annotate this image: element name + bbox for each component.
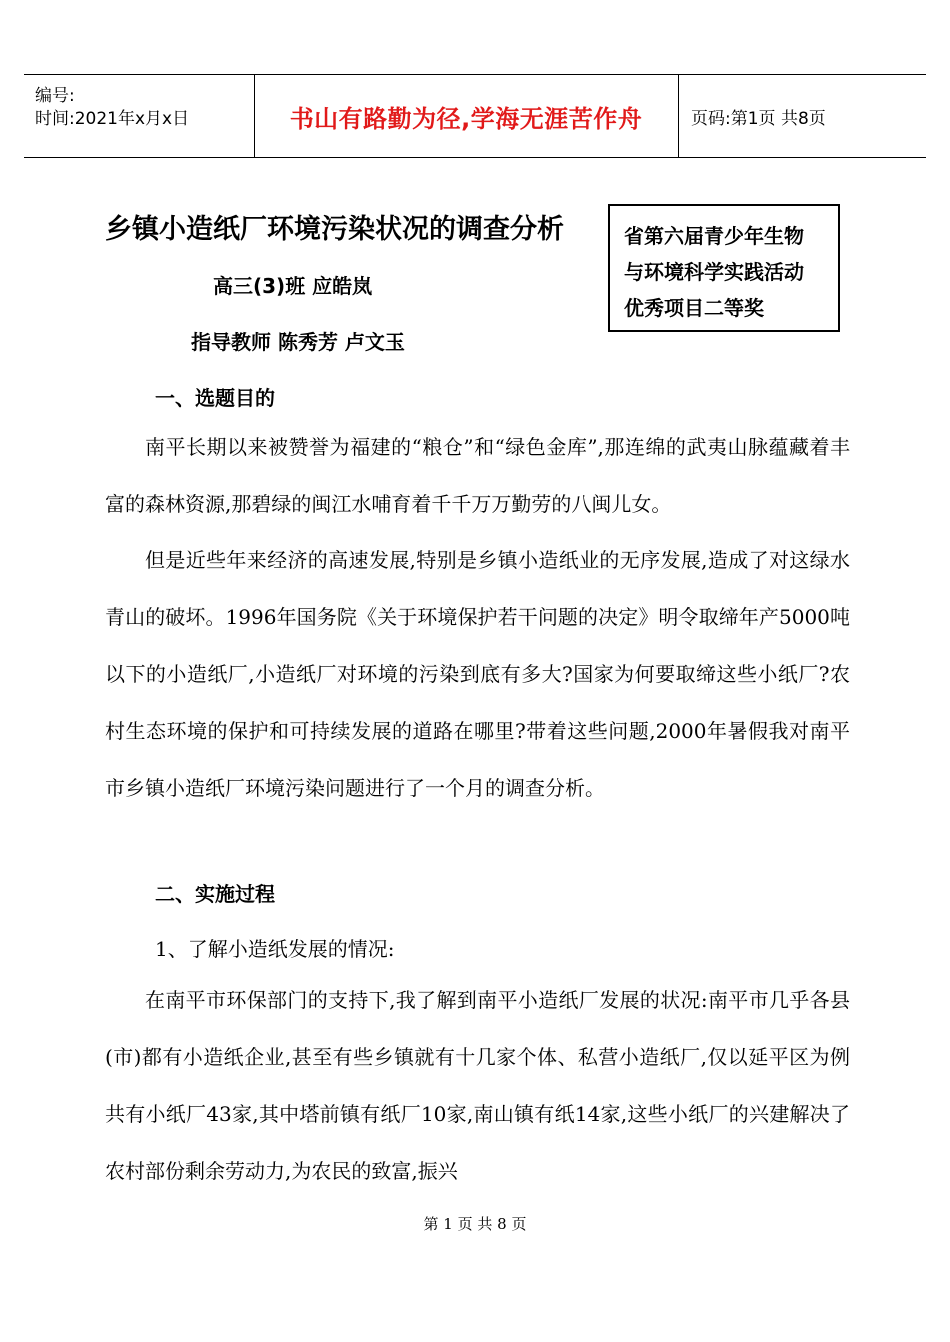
motto-text: 书山有路勤为径,学海无涯苦作舟 [289,104,643,133]
header-meta-cell [24,75,255,157]
header-motto-cell [254,75,679,157]
author-line: 高三(3)班 应皓岚 [213,274,373,298]
document-title: 乡镇小造纸厂环境污染状况的调查分析 [105,214,564,245]
teacher-line: 指导教师 陈秀芳 卢文玉 [191,330,405,354]
time-label: 时间:2021年x月x日 [35,109,190,129]
paragraph-background: 但是近些年来经济的高速发展,特别是乡镇小造纸业的无序发展,造成了对这绿水青山的破坏。1996年国务院《关于环境保护若干问题的决定》明令取缔年产5000吨以下的小造纸厂,小造纸厂对环境的污染到底有多大?国家为何要取缔这些小纸厂?农村生态环境的保护和可持续发展的道路在哪里?带着这些问题,2000年暑假我对南平市乡镇小造纸厂环境污染问题进行了一个月的调查分析。 [105,548,850,800]
award-line-3: 优秀项目二等奖 [624,296,764,320]
page-info: 页码:第1页 共8页 [691,108,826,129]
award-line-1: 省第六届青少年生物 [624,224,804,248]
subsection-heading: 1、了解小造纸发展的情况: [155,937,395,961]
header-page-cell [678,75,926,157]
paragraph-intro: 南平长期以来被赞誉为福建的“粮仓”和“绿色金库”,那连绵的武夷山脉蕴藏着丰富的森林资源,那碧绿的闽江水哺育着千千万万勤劳的八闽儿女。 [105,435,850,516]
page-footer: 第 1 页 共 8 页 [423,1215,527,1233]
section-heading-process: 二、实施过程 [155,882,275,906]
award-line-2: 与环境科学实践活动 [624,260,804,284]
award-box [608,204,840,332]
paragraph-status: 在南平市环保部门的支持下,我了解到南平小造纸厂发展的状况:南平市几乎各县(市)都有小造纸企业,甚至有些乡镇就有十几家个体、私营小造纸厂,仅以延平区为例共有小纸厂43家,其中塔前镇有纸厂10家,南山镇有纸14家,这些小纸厂的兴建解决了农村部份剩余劳动力,为农民的致富,振兴 [105,988,850,1183]
document-header [24,74,926,158]
number-label: 编号: [35,86,75,106]
section-heading-purpose: 一、选题目的 [155,386,275,410]
